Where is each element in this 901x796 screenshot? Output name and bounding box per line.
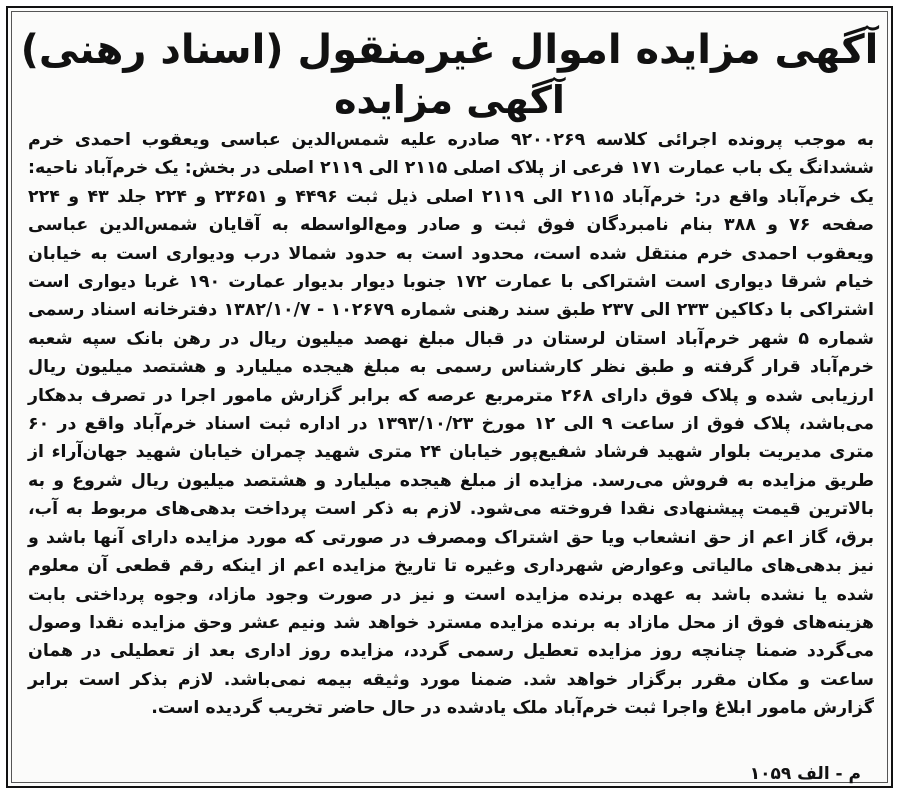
notice-frame (6, 6, 893, 788)
notice-subheadline: آگهی مزایده (334, 78, 565, 122)
notice-body: به موجب پرونده اجرائی کلاسه ۹۲۰۰۲۶۹ صادره علیه شمس‌الدین عباسی ویعقوب احمدی خرم ششدانگ یک باب عمارت ۱۷۱ فرعی از پلاک اصلی ۲۱۱۵ الی ۲۱۱۹ اصلی در بخش: یک خرم‌آباد ناحیه: یک خرم‌آباد واقع در: خرم‌آباد ۲۱۱۵ الی ۲۱۱۹ اصلی ذیل ثبت ۴۴۹۶ و ۲۳۶۵۱ و ۲۲۴ جلد ۴۳ و ۲۲۴ صفحه ۷۶ و ۳۸۸ بنام نامبردگان فوق ثبت و صادر ومع‌الواسطه به آقایان شمس‌الدین عباسی ویعقوب احمدی خرم منتقل شده است، محدود است به حدود شمالا درب ودیواری است به خیابان خیام شرقا دیواری است اشتراکی با عمارت ۱۷۲ جنوبا دیوار بدیوار عمارت ۱۹۰ غربا دیواری است اشتراکی با دکاکین ۲۳۳ الی ۲۳۷ طبق سند رهنی شماره ۱۰۲۶۷۹ - ۱۳۸۲/۱۰/۷ دفترخانه اسناد رسمی شماره ۵ شهر خرم‌آباد استان لرستان در قبال مبلغ نهصد میلیون ریال در رهن بانک سپه شعبه خرم‌آباد قرار گرفته و طبق نظر کارشناس رسمی به مبلغ هیجده میلیارد و هشتصد میلیون ریال ارزیابی شده و پلاک فوق دارای ۲۶۸ مترمربع عرصه که برابر گزارش مامور اجرا در تصرف بدهکار می‌باشد، پلاک فوق از ساعت ۹ الی ۱۲ مورخ ۱۳۹۳/۱۰/۲۳ در اداره ثبت اسناد خرم‌آباد واقع در ۶۰ متری مدیریت بلوار شهید فرشاد شفیع‌پور خیابان ۲۴ متری شهید چمران خیابان شهید جهان‌آراء از طریق مزایده به فروش می‌رسد. مزایده از مبلغ هیجده میلیارد و هشتصد میلیون ریال شروع و به بالاترین قیمت پیشنهادی نقدا فروخته می‌شود. لازم به ذکر است پرداخت بدهی‌های مربوط به آب، برق، گاز اعم از حق انشعاب ویا حق اشتراک ومصرف در صورتی که مورد مزایده دارای آنها باشد و نیز بدهی‌های مالیاتی وعوارض شهرداری وغیره تا تاریخ مزایده اعم از اینکه رقم قطعی آن معلوم شده یا نشده باشد به عهده برنده مزایده است و نیز در صورت وجود مازاد، وجوه پرداختی بابت هزینه‌های فوق از محل مازاد به برنده مزایده مسترد خواهد شد ونیم عشر وحق مزایده نقدا وصول می‌گردد ضمنا چنانچه روز مزایده تعطیل رسمی گردد، مزایده روز اداری بعد از تعطیلی در همان ساعت و مکان مقرر برگزار خواهد شد. ضمنا مورد وثیقه بیمه نمی‌باشد. لازم بذکر است برابر گزارش مامور ابلاغ واجرا ثبت خرم‌آباد ملک یادشده در حال حاضر تخریب گردیده است. (28, 130, 875, 719)
notice-headline: آگهی مزایده اموال غیرمنقول (اسناد رهنی) (20, 27, 879, 73)
notice-title-block (8, 26, 891, 122)
notice-reference-code: م - الف ۱۰۵۹ (749, 764, 861, 784)
